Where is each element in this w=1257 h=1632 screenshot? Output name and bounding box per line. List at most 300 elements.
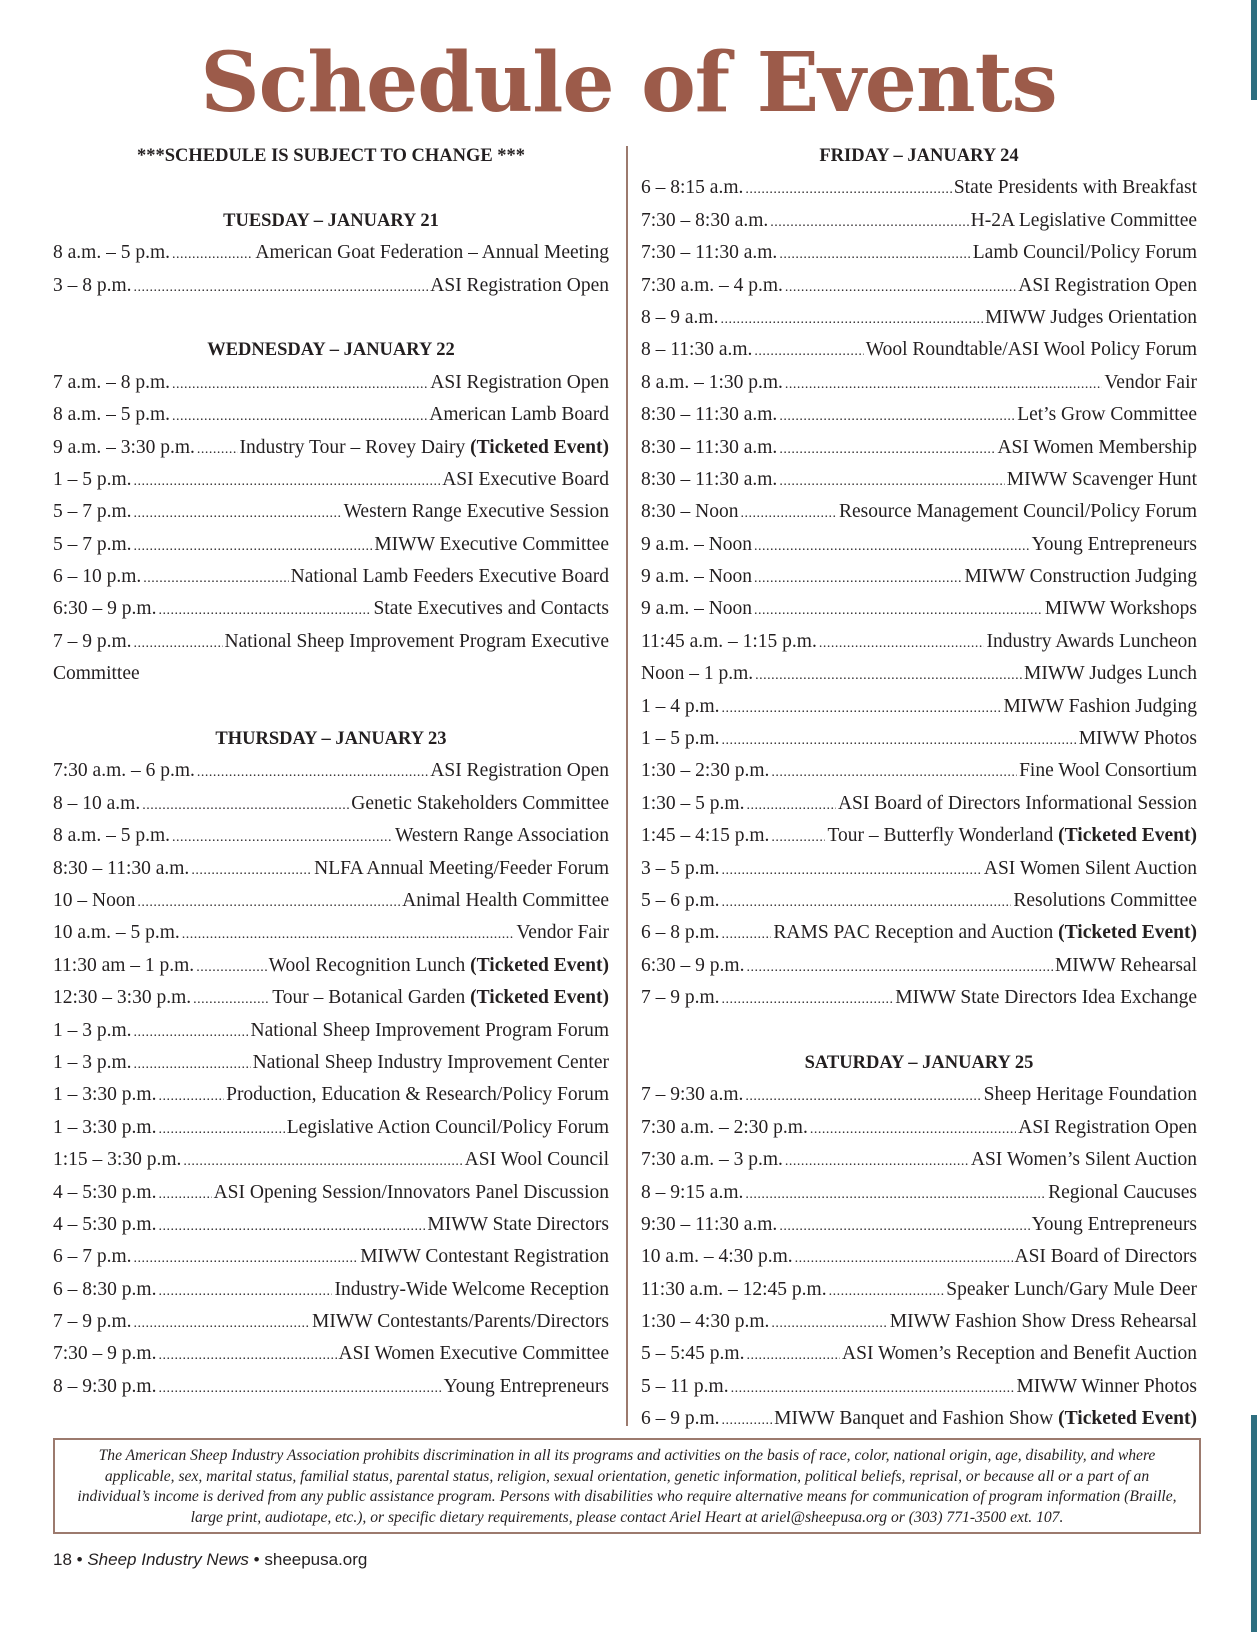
event-time: 7 a.m. – 8 p.m. bbox=[53, 371, 170, 393]
dot-leader bbox=[197, 434, 238, 466]
event-row bbox=[641, 723, 1197, 755]
event-name-group bbox=[971, 1144, 1197, 1176]
event-name: ASI Opening Session/Innovators Panel Discussion bbox=[213, 1181, 609, 1203]
event-row bbox=[641, 658, 1197, 690]
event-name-group bbox=[240, 432, 609, 464]
dot-leader bbox=[819, 628, 985, 660]
dot-leader bbox=[137, 887, 400, 919]
event-time: 7:30 – 11:30 a.m. bbox=[641, 242, 778, 264]
magazine-name: Sheep Industry News bbox=[87, 1550, 249, 1569]
event-name: Industry-Wide Welcome Reception bbox=[334, 1278, 609, 1300]
dot-leader bbox=[158, 1114, 284, 1146]
event-name-group bbox=[946, 1274, 1197, 1306]
event-name: MIWW Rehearsal bbox=[1054, 954, 1197, 976]
dot-leader bbox=[158, 1276, 332, 1308]
event-name-group bbox=[395, 820, 609, 852]
event-name-group bbox=[334, 1274, 609, 1306]
dot-leader bbox=[134, 498, 342, 530]
event-name-group bbox=[214, 1177, 609, 1209]
event-row bbox=[641, 529, 1197, 561]
event-time: 6 – 8 p.m. bbox=[641, 922, 720, 944]
event-name: Legislative Action Council/Policy Forum bbox=[286, 1116, 609, 1138]
event-name: ASI Women Executive Committee bbox=[338, 1343, 609, 1365]
event-time: 7:30 a.m. – 2:30 p.m. bbox=[641, 1116, 808, 1138]
event-name-group bbox=[253, 1047, 609, 1079]
event-time: 5 – 5:45 p.m. bbox=[641, 1343, 745, 1365]
event-time: 4 – 5:30 p.m. bbox=[53, 1181, 157, 1203]
event-row bbox=[53, 432, 609, 464]
event-row bbox=[53, 399, 609, 431]
edge-color-strip-bottom bbox=[1251, 1415, 1257, 1632]
dot-leader bbox=[771, 822, 825, 854]
event-name: Young Entrepreneurs bbox=[1031, 533, 1197, 555]
event-row bbox=[53, 367, 609, 399]
event-name: ASI Board of Directors Informational Session bbox=[837, 792, 1197, 814]
dot-leader bbox=[722, 725, 1077, 757]
event-time: 10 – Noon bbox=[53, 889, 136, 911]
footer-separator: • bbox=[76, 1550, 83, 1569]
dot-leader bbox=[134, 1243, 359, 1275]
day-section-tuesday bbox=[53, 205, 609, 302]
event-row bbox=[53, 626, 609, 658]
event-row bbox=[641, 1306, 1197, 1338]
event-row bbox=[53, 561, 609, 593]
right-column bbox=[641, 140, 1197, 1436]
event-name-group bbox=[1104, 367, 1197, 399]
event-name: Vendor Fair bbox=[516, 922, 609, 944]
event-time: 9 a.m. – Noon bbox=[641, 598, 753, 620]
event-time: 7:30 – 9 p.m. bbox=[53, 1343, 157, 1365]
event-name-group bbox=[250, 1015, 609, 1047]
event-name-group bbox=[997, 432, 1197, 464]
event-name: MIWW Contestants/Parents/Directors bbox=[312, 1311, 609, 1333]
event-row bbox=[641, 1144, 1197, 1176]
event-time: 8 – 9 a.m. bbox=[641, 306, 719, 328]
event-name: Tour – Butterfly Wonderland bbox=[827, 825, 1054, 847]
event-name: American Lamb Board bbox=[429, 404, 609, 426]
event-row bbox=[641, 982, 1197, 1014]
event-name: ASI Registration Open bbox=[1018, 1116, 1197, 1138]
event-name-group bbox=[984, 853, 1197, 885]
event-name: Production, Education & Research/Policy Forum bbox=[226, 1084, 609, 1106]
event-row bbox=[641, 270, 1197, 302]
event-name: Regional Caucuses bbox=[1048, 1181, 1197, 1203]
event-name-group bbox=[516, 917, 609, 949]
event-name: Wool Recognition Lunch bbox=[268, 954, 466, 976]
event-row bbox=[53, 1274, 609, 1306]
event-row bbox=[53, 885, 609, 917]
event-name: American Goat Federation – Annual Meeting bbox=[255, 242, 609, 264]
event-row bbox=[53, 1371, 609, 1403]
dot-leader bbox=[172, 369, 428, 401]
event-row bbox=[53, 237, 609, 269]
event-name-group bbox=[314, 853, 609, 885]
event-name-group bbox=[430, 367, 609, 399]
event-row bbox=[641, 432, 1197, 464]
event-time: 7 – 9 p.m. bbox=[53, 630, 132, 652]
event-row bbox=[641, 1338, 1197, 1370]
event-row bbox=[641, 399, 1197, 431]
ticketed-event-tag: (Ticketed Event) bbox=[1058, 922, 1197, 944]
event-name-group bbox=[339, 1338, 609, 1370]
event-name-group bbox=[971, 205, 1197, 237]
event-name-group bbox=[1017, 1371, 1197, 1403]
event-name: Fine Wool Consortium bbox=[1019, 760, 1197, 782]
event-row bbox=[53, 496, 609, 528]
event-row bbox=[641, 1403, 1197, 1435]
event-name-group bbox=[1032, 529, 1197, 561]
event-name: Young Entrepreneurs bbox=[443, 1375, 609, 1397]
event-row bbox=[53, 1015, 609, 1047]
event-name-group bbox=[1007, 464, 1197, 496]
event-time: 9:30 – 11:30 a.m. bbox=[641, 1213, 778, 1235]
nondiscrimination-notice: The American Sheep Industry Association prohibits discrimination in all its programs and activities on the basis of race, color, national origin, age, disability, and where applicable, sex, marital status, familial status, parental status, religion, sexual orientation, genetic information, political beliefs, reprisal, or because all or a part of an individual’s income is derived from any public assistance program. Persons with disabilities who require alternative means for communication of program information (Braille, large print, audiotape, etc.), or specific dietary requirements, please contact Ariel Heart at ariel@sheepusa.org or (303) 771-3500 ext. 107. bbox=[53, 1438, 1201, 1534]
event-time: 7 – 9:30 a.m. bbox=[641, 1084, 744, 1106]
event-name-group bbox=[842, 1338, 1197, 1370]
event-name-group bbox=[255, 237, 609, 269]
event-time: 8:30 – 11:30 a.m. bbox=[641, 468, 778, 490]
event-time: 8 – 11:30 a.m. bbox=[641, 339, 753, 361]
event-name-group bbox=[895, 982, 1197, 1014]
ticketed-event-tag: (Ticketed Event) bbox=[470, 954, 609, 976]
event-time: 10 a.m. – 4:30 p.m. bbox=[641, 1246, 793, 1268]
day-heading: FRIDAY – JANUARY 24 bbox=[819, 146, 1019, 166]
event-name-group bbox=[430, 270, 609, 302]
event-time: 5 – 11 p.m. bbox=[641, 1375, 729, 1397]
dot-leader bbox=[770, 207, 968, 239]
event-time: 10 a.m. – 5 p.m. bbox=[53, 922, 180, 944]
dot-leader bbox=[134, 466, 441, 498]
event-name: Resource Management Council/Policy Forum bbox=[839, 501, 1197, 523]
event-time: 6 – 8:15 a.m. bbox=[641, 177, 744, 199]
event-name: Genetic Stakeholders Committee bbox=[351, 792, 609, 814]
event-time: 1:30 – 2:30 p.m. bbox=[641, 760, 770, 782]
dot-leader bbox=[134, 1308, 310, 1340]
dot-leader bbox=[785, 369, 1102, 401]
event-row bbox=[641, 593, 1197, 625]
event-name-group bbox=[351, 788, 609, 820]
dot-leader bbox=[134, 628, 223, 660]
event-name-group bbox=[1024, 658, 1197, 690]
dot-leader bbox=[779, 434, 995, 466]
event-time: 3 – 5 p.m. bbox=[641, 857, 720, 879]
dot-leader bbox=[158, 1081, 224, 1113]
dot-leader bbox=[779, 466, 1004, 498]
dot-leader bbox=[731, 1373, 1015, 1405]
event-name: MIWW Scavenger Hunt bbox=[1006, 468, 1197, 490]
event-row bbox=[641, 820, 1197, 852]
event-name: Speaker Lunch/Gary Mule Deer bbox=[946, 1278, 1197, 1300]
event-name-group bbox=[984, 1079, 1197, 1111]
dot-leader bbox=[741, 498, 838, 530]
event-name: Industry Tour – Rovey Dairy bbox=[239, 436, 466, 458]
event-row bbox=[641, 788, 1197, 820]
event-time: 6:30 – 9 p.m. bbox=[641, 954, 745, 976]
dot-leader bbox=[779, 401, 1015, 433]
event-row bbox=[53, 788, 609, 820]
event-row bbox=[53, 529, 609, 561]
event-name: ASI Women Silent Auction bbox=[983, 857, 1197, 879]
event-name-group bbox=[964, 561, 1197, 593]
ticketed-event-tag: (Ticketed Event) bbox=[470, 436, 609, 458]
event-name-group bbox=[430, 755, 609, 787]
event-time: 7:30 – 8:30 a.m. bbox=[641, 209, 769, 231]
day-section-saturday bbox=[641, 1047, 1197, 1436]
event-name-group bbox=[838, 788, 1197, 820]
event-name-group bbox=[954, 172, 1197, 204]
event-row bbox=[641, 334, 1197, 366]
dot-leader bbox=[829, 1276, 945, 1308]
dot-leader bbox=[172, 401, 427, 433]
event-time: 8 a.m. – 1:30 p.m. bbox=[641, 371, 783, 393]
event-time: 12:30 – 3:30 p.m. bbox=[53, 987, 192, 1009]
dot-leader bbox=[172, 822, 393, 854]
event-time: 6 – 8:30 p.m. bbox=[53, 1278, 157, 1300]
event-row bbox=[53, 950, 609, 982]
event-time: 7:30 a.m. – 6 p.m. bbox=[53, 760, 195, 782]
event-row bbox=[53, 1144, 609, 1176]
event-name: State Presidents with Breakfast bbox=[953, 177, 1197, 199]
dot-leader bbox=[196, 952, 266, 984]
event-name: ASI Registration Open bbox=[1018, 274, 1197, 296]
event-name-group bbox=[1018, 270, 1197, 302]
event-row bbox=[53, 1112, 609, 1144]
event-time: 8 a.m. – 5 p.m. bbox=[53, 404, 170, 426]
dot-leader bbox=[134, 1049, 251, 1081]
dot-leader bbox=[158, 1340, 336, 1372]
day-section-friday bbox=[641, 140, 1197, 1015]
event-name-group bbox=[360, 1241, 609, 1273]
dot-leader bbox=[722, 919, 772, 951]
event-name: MIWW Photos bbox=[1078, 728, 1197, 750]
event-name: National Sheep Improvement Program Executive bbox=[224, 630, 609, 652]
event-row bbox=[641, 172, 1197, 204]
dot-leader bbox=[722, 693, 1002, 725]
event-name: State Executives and Contacts bbox=[373, 598, 609, 620]
event-name: ASI Executive Board bbox=[442, 468, 609, 490]
event-row bbox=[641, 496, 1197, 528]
day-heading: THURSDAY – JANUARY 23 bbox=[215, 729, 447, 750]
page-number: 18 bbox=[53, 1550, 72, 1569]
event-name-group bbox=[444, 1371, 609, 1403]
event-name: MIWW Winner Photos bbox=[1016, 1375, 1197, 1397]
event-name: MIWW Contestant Registration bbox=[360, 1246, 609, 1268]
day-section-thursday bbox=[53, 723, 609, 1403]
event-name-group bbox=[225, 626, 609, 658]
dot-leader bbox=[172, 239, 253, 271]
event-row bbox=[53, 917, 609, 949]
column-divider bbox=[626, 146, 628, 1426]
dot-leader bbox=[754, 531, 1030, 563]
event-time: 1:30 – 4:30 p.m. bbox=[641, 1311, 770, 1333]
event-name-group bbox=[272, 982, 609, 1014]
event-row bbox=[53, 1047, 609, 1079]
dot-leader bbox=[193, 984, 270, 1016]
event-name: MIWW Workshops bbox=[1044, 598, 1197, 620]
event-time: 6 – 9 p.m. bbox=[641, 1408, 720, 1430]
event-row bbox=[641, 205, 1197, 237]
event-name: National Lamb Feeders Executive Board bbox=[290, 566, 609, 588]
event-time: 6:30 – 9 p.m. bbox=[53, 598, 157, 620]
event-name: Wool Roundtable/ASI Wool Policy Forum bbox=[865, 339, 1197, 361]
dot-leader bbox=[745, 1081, 981, 1113]
event-name-group bbox=[1015, 1241, 1198, 1273]
event-row bbox=[641, 1241, 1197, 1273]
event-name: ASI Women Membership bbox=[997, 436, 1197, 458]
event-time: 8 – 10 a.m. bbox=[53, 792, 141, 814]
event-name-group bbox=[774, 1403, 1197, 1435]
event-name: H-2A Legislative Committee bbox=[970, 209, 1197, 231]
event-time: 1 – 5 p.m. bbox=[53, 468, 132, 490]
event-name: MIWW State Directors Idea Exchange bbox=[895, 987, 1197, 1009]
event-time: 5 – 6 p.m. bbox=[641, 889, 720, 911]
day-heading: SATURDAY – JANUARY 25 bbox=[804, 1052, 1034, 1073]
dot-leader bbox=[755, 660, 1022, 692]
event-row bbox=[53, 1079, 609, 1111]
event-row bbox=[641, 464, 1197, 496]
dot-leader bbox=[779, 1211, 1029, 1243]
event-time: 11:30 am – 1 p.m. bbox=[53, 954, 195, 976]
event-name: Industry Awards Luncheon bbox=[986, 630, 1197, 652]
event-row bbox=[641, 237, 1197, 269]
day-heading: TUESDAY – JANUARY 21 bbox=[223, 210, 439, 231]
event-row bbox=[53, 853, 609, 885]
event-name: Tour – Botanical Garden bbox=[272, 987, 466, 1009]
event-name-group bbox=[312, 1306, 609, 1338]
event-time: 7 – 9 p.m. bbox=[53, 1311, 132, 1333]
event-name: MIWW Fashion Judging bbox=[1003, 695, 1197, 717]
event-name: ASI Board of Directors bbox=[1014, 1246, 1197, 1268]
event-name: National Sheep Improvement Program Forum bbox=[250, 1019, 609, 1041]
event-time: 5 – 7 p.m. bbox=[53, 501, 132, 523]
event-row bbox=[53, 1306, 609, 1338]
event-time: 1:45 – 4:15 p.m. bbox=[641, 825, 770, 847]
event-row bbox=[641, 1177, 1197, 1209]
event-time: 8 a.m. – 5 p.m. bbox=[53, 242, 170, 264]
event-name-group bbox=[465, 1144, 609, 1176]
event-time: 7:30 a.m. – 4 p.m. bbox=[641, 274, 783, 296]
event-row bbox=[641, 1079, 1197, 1111]
event-name: MIWW Judges Lunch bbox=[1024, 663, 1197, 685]
event-row bbox=[641, 302, 1197, 334]
event-name-group bbox=[866, 334, 1197, 366]
page-footer bbox=[53, 1550, 367, 1570]
event-name: ASI Registration Open bbox=[430, 760, 609, 782]
dot-leader bbox=[158, 1211, 425, 1243]
event-name: RAMS PAC Reception and Auction bbox=[773, 922, 1054, 944]
event-name-group bbox=[1055, 950, 1197, 982]
event-row bbox=[53, 820, 609, 852]
event-row bbox=[53, 1177, 609, 1209]
event-name-group bbox=[344, 496, 609, 528]
event-row bbox=[641, 626, 1197, 658]
event-name-group bbox=[1045, 593, 1197, 625]
event-row bbox=[53, 1209, 609, 1241]
event-row bbox=[641, 1209, 1197, 1241]
left-column bbox=[53, 140, 609, 1403]
ticketed-event-tag: (Ticketed Event) bbox=[1058, 825, 1197, 847]
event-name: National Sheep Industry Improvement Center bbox=[252, 1051, 609, 1073]
dot-leader bbox=[720, 304, 983, 336]
dot-leader bbox=[771, 757, 1017, 789]
dot-leader bbox=[722, 887, 1012, 919]
dot-leader bbox=[746, 1340, 840, 1372]
event-name-group bbox=[291, 561, 609, 593]
event-time: 8 a.m. – 5 p.m. bbox=[53, 825, 170, 847]
dot-leader bbox=[771, 1308, 887, 1340]
event-name-group bbox=[1003, 691, 1197, 723]
event-row bbox=[641, 691, 1197, 723]
event-time: 1 – 3:30 p.m. bbox=[53, 1116, 157, 1138]
event-time: 1:30 – 5 p.m. bbox=[641, 792, 745, 814]
event-name: MIWW State Directors bbox=[427, 1213, 609, 1235]
dot-leader bbox=[182, 919, 515, 951]
dot-leader bbox=[158, 1179, 211, 1211]
event-row bbox=[53, 1338, 609, 1370]
event-time: 1 – 4 p.m. bbox=[641, 695, 720, 717]
event-name-continuation: Committee bbox=[53, 663, 140, 685]
event-time: 8:30 – 11:30 a.m. bbox=[641, 436, 778, 458]
event-name-group bbox=[402, 885, 609, 917]
event-name-group bbox=[1018, 1112, 1197, 1144]
event-name: ASI Women’s Reception and Benefit Auction bbox=[842, 1343, 1197, 1365]
dot-leader bbox=[142, 790, 349, 822]
event-time: 9 a.m. – Noon bbox=[641, 566, 753, 588]
dot-leader bbox=[143, 563, 288, 595]
event-name-group bbox=[973, 237, 1197, 269]
event-time: 3 – 8 p.m. bbox=[53, 274, 132, 296]
event-row bbox=[641, 950, 1197, 982]
dot-leader bbox=[158, 595, 371, 627]
event-name-group bbox=[269, 950, 609, 982]
event-name: Young Entrepreneurs bbox=[1031, 1213, 1197, 1235]
dot-leader bbox=[134, 531, 373, 563]
event-row bbox=[641, 885, 1197, 917]
event-row bbox=[53, 270, 609, 302]
ticketed-event-tag: (Ticketed Event) bbox=[1058, 1408, 1197, 1430]
event-time: 7:30 a.m. – 3 p.m. bbox=[641, 1149, 783, 1171]
event-row bbox=[53, 1241, 609, 1273]
dot-leader bbox=[745, 1179, 1046, 1211]
event-time: 1 – 3 p.m. bbox=[53, 1019, 132, 1041]
dot-leader bbox=[746, 790, 835, 822]
event-name: Animal Health Committee bbox=[402, 889, 609, 911]
event-name-group bbox=[373, 593, 609, 625]
event-time: 7 – 9 p.m. bbox=[641, 987, 720, 1009]
event-name: Resolutions Committee bbox=[1013, 889, 1197, 911]
event-name-group bbox=[1013, 885, 1197, 917]
event-name: ASI Wool Council bbox=[464, 1149, 609, 1171]
event-name-group bbox=[287, 1112, 609, 1144]
dot-leader bbox=[746, 952, 1052, 984]
event-name: MIWW Construction Judging bbox=[964, 566, 1197, 588]
dot-leader bbox=[795, 1243, 1013, 1275]
event-time: 1:15 – 3:30 p.m. bbox=[53, 1149, 182, 1171]
event-name-group bbox=[985, 302, 1197, 334]
dot-leader bbox=[754, 336, 863, 368]
dot-leader bbox=[134, 1017, 249, 1049]
event-name-group bbox=[1017, 399, 1197, 431]
event-name-group bbox=[374, 529, 609, 561]
dot-leader bbox=[785, 1146, 969, 1178]
event-time: 8:30 – Noon bbox=[641, 501, 739, 523]
event-name-group bbox=[839, 496, 1197, 528]
event-row bbox=[641, 561, 1197, 593]
dot-leader bbox=[722, 1405, 773, 1437]
event-name-group bbox=[986, 626, 1197, 658]
dot-leader bbox=[158, 1373, 441, 1405]
dot-leader bbox=[745, 174, 951, 206]
